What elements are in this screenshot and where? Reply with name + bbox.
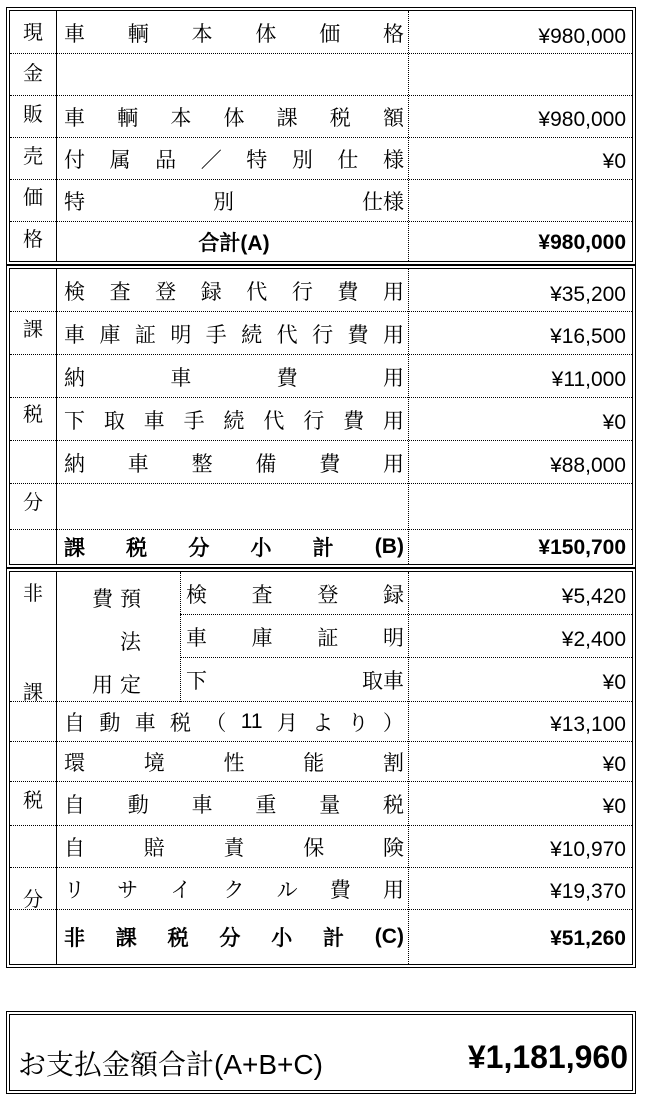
label-char: 責 [223,837,245,860]
row-label [64,702,404,742]
label-char: 手 [205,323,227,347]
table-row [10,54,632,96]
payment-total-box [6,1011,636,1094]
label-char: 納 [64,366,85,390]
table-row [10,138,632,180]
label-char: 税 [126,537,148,560]
fee-group-char: 預 [120,588,141,611]
label-char: 検 [186,583,207,607]
label-char: 用 [382,879,404,902]
label-char: 特 [246,149,268,172]
label-char: 査 [251,583,273,607]
label-char: 整 [191,452,213,476]
row-amount: ¥35,200 [550,283,626,306]
row-amount: ¥5,420 [561,585,626,608]
label-char: 11 [240,710,263,733]
label-char: サ [117,879,139,902]
label-char: 賠 [143,837,165,860]
row-amount: ¥88,000 [550,454,626,477]
label-char: 計 [322,927,344,950]
label-char: 登 [317,583,339,607]
label-char: 車 [170,366,192,390]
label-char: 動 [127,794,149,817]
label-char: 車 [186,626,207,650]
category-char: 販 [23,104,43,126]
label-char: 量 [319,794,341,817]
label-char: 費 [343,409,365,433]
label-char: 税 [167,927,189,950]
table-row [10,868,632,910]
row-amount: ¥2,400 [561,628,626,651]
fee-group-char: 法 [120,631,141,654]
label-char: 仕 [337,149,359,172]
label-char: イ [170,879,192,902]
label-char: 計 [312,537,334,560]
table-row [10,11,632,54]
subtotal-c-amount: ¥51,260 [550,927,626,950]
label-char: 額 [382,107,404,130]
subtotal-a-label: 合計(A) [198,231,270,255]
label-char: 別 [213,191,234,214]
label-char: 費 [329,879,351,902]
taxable-section [6,265,636,568]
row-label [64,138,404,180]
label-char: 属 [109,149,131,172]
label-char: 格 [382,22,404,46]
label-char: 税 [170,712,192,735]
label-char: 品 [155,149,177,172]
label-char: 下 [186,670,207,693]
category-char: 税 [23,404,43,426]
label-char: 輌 [127,22,149,46]
label-char: 本 [191,22,213,46]
category-char: 分 [23,889,43,911]
label-char: (C) [374,925,404,948]
row-label [186,658,404,702]
label-char: 続 [223,409,245,433]
label-char: 庫 [99,323,121,347]
row-amount: ¥0 [602,795,626,818]
table-row [10,180,632,222]
label-char: ） [382,712,404,735]
label-char: 証 [317,626,339,650]
label-char: 課 [115,927,137,950]
label-char: 納 [64,452,85,476]
label-char: 境 [143,752,165,775]
label-char: 費 [337,280,359,304]
label-char: 重 [255,794,277,817]
row-label [64,782,404,826]
category-char: 格 [23,229,43,251]
cash-price-section [6,7,636,265]
table-row [10,441,632,484]
label-char: 非 [64,927,85,950]
table-row [180,615,632,658]
label-char: 小 [250,537,272,560]
table-row [10,658,632,702]
row-label [64,180,404,222]
label-char: 証 [134,323,156,347]
label-char: 分 [219,927,241,950]
table-row [10,312,632,355]
label-char: 行 [312,323,334,347]
label-char: 自 [64,794,85,817]
subtotal-b-amount: ¥150,700 [538,536,626,559]
label-char: 費 [347,323,369,347]
category-char: 価 [23,187,43,209]
label-char: 分 [188,537,210,560]
label-char: 続 [241,323,263,347]
label-char: 録 [200,280,222,304]
label-char: 検 [64,280,85,304]
label-char: 環 [64,752,85,775]
row-label [64,826,404,868]
label-char: 税 [382,794,404,817]
label-char: ク [223,879,245,902]
label-char: 用 [382,452,404,476]
table-row [10,222,632,261]
label-char: 課 [276,107,298,130]
label-char: 車 [127,452,149,476]
row-label [64,484,404,530]
label-char: 仕様 [362,191,404,214]
row-label [64,742,404,782]
label-char: 登 [155,280,177,304]
row-amount: ¥11,000 [551,368,626,391]
category-char: 課 [23,682,43,704]
label-char: 備 [255,452,277,476]
label-char: 保 [303,837,325,860]
row-label [64,355,404,398]
payment-total-amount: ¥1,181,960 [467,1039,628,1075]
table-row [10,96,632,138]
row-label [64,398,404,441]
label-char: 録 [382,583,404,607]
label-char: ／ [200,149,222,172]
label-char: 取車 [362,670,404,693]
subtotal-b-label [64,530,404,564]
label-char: 明 [170,323,192,347]
row-amount: ¥16,500 [550,325,626,348]
label-char: 輌 [117,107,139,130]
label-char: 下 [64,409,85,433]
label-char: リ [64,879,85,902]
table-row [10,910,632,964]
label-char: 査 [109,280,131,304]
label-char: 費 [319,452,341,476]
label-char: 行 [291,280,313,304]
row-label [64,312,404,355]
label-char: 税 [329,107,351,130]
label-char: 特 [64,191,85,214]
label-char: 代 [276,323,298,347]
label-char: (B) [374,535,404,558]
label-char: 車 [64,22,85,46]
label-char: 能 [303,752,325,775]
label-char: 月 [276,712,298,735]
row-amount: ¥13,100 [550,713,626,736]
label-char: 庫 [251,626,273,650]
row-amount: ¥0 [602,671,626,694]
label-char: 代 [263,409,285,433]
category-char: 分 [23,492,43,514]
category-char: 現 [23,22,43,44]
label-char: 課 [64,537,85,560]
label-char: 小 [271,927,293,950]
label-char: ル [276,879,298,902]
row-amount: ¥10,970 [550,838,626,861]
row-label [64,441,404,484]
row-amount: ¥980,000 [538,108,626,131]
label-char: 明 [382,626,404,650]
category-char: 非 [23,583,43,605]
label-char: 車 [191,794,213,817]
table-row [10,742,632,782]
row-label [64,54,404,96]
table-row [10,398,632,441]
row-amount: ¥980,000 [538,25,626,48]
label-char: 体 [223,107,245,130]
table-row [10,269,632,312]
label-char: 自 [64,837,85,860]
label-char: 別 [291,149,313,172]
label-char: 価 [319,22,341,46]
label-char: 本 [170,107,192,130]
label-char: 代 [246,280,268,304]
row-amount: ¥0 [602,150,626,173]
row-label [64,868,404,910]
label-char: 用 [382,366,404,390]
table-row [10,530,632,564]
row-amount: ¥0 [602,753,626,776]
label-char: 自 [64,712,85,735]
label-char: 車 [134,712,156,735]
table-row [180,572,632,615]
label-char: 動 [99,712,121,735]
row-label [64,96,404,138]
label-char: （ [205,712,227,735]
label-char: 険 [383,837,404,860]
label-char: 手 [183,409,205,433]
label-char: 体 [255,22,277,46]
label-char: り [347,712,369,735]
subtotal-c-label [64,910,404,964]
row-label [64,269,404,312]
label-char: 割 [383,752,404,775]
category-char: 課 [23,319,43,341]
table-row [10,702,632,742]
non-taxable-section [6,568,636,968]
label-char: 車 [64,323,85,347]
label-char: 費 [276,366,298,390]
table-row [10,826,632,868]
label-char: 用 [383,409,404,433]
label-char: 付 [64,149,85,172]
fee-group-char: 用 [92,674,113,697]
row-label [186,615,404,658]
category-char: 税 [23,790,43,812]
table-row [10,484,632,530]
label-char: 行 [303,409,325,433]
label-char: 用 [382,280,404,304]
category-char: 売 [23,146,43,168]
row-amount: ¥0 [602,411,626,434]
label-char: 用 [382,323,404,347]
label-char: よ [312,712,334,735]
row-label [64,11,404,54]
row-label [186,572,404,615]
fee-group-char: 定 [120,674,141,697]
table-row [10,782,632,826]
fee-group-char: 費 [92,588,113,611]
row-amount: ¥19,370 [550,880,626,903]
label-char: 性 [223,752,245,775]
payment-total-label: お支払金額合計(A+B+C) [18,1049,323,1080]
category-char: 金 [23,63,43,85]
table-row [10,355,632,398]
subtotal-a-amount: ¥980,000 [538,231,626,254]
label-char: 車 [64,107,85,130]
label-char: 様 [382,149,404,172]
label-char: 車 [143,409,165,433]
label-char: 取 [103,409,125,433]
